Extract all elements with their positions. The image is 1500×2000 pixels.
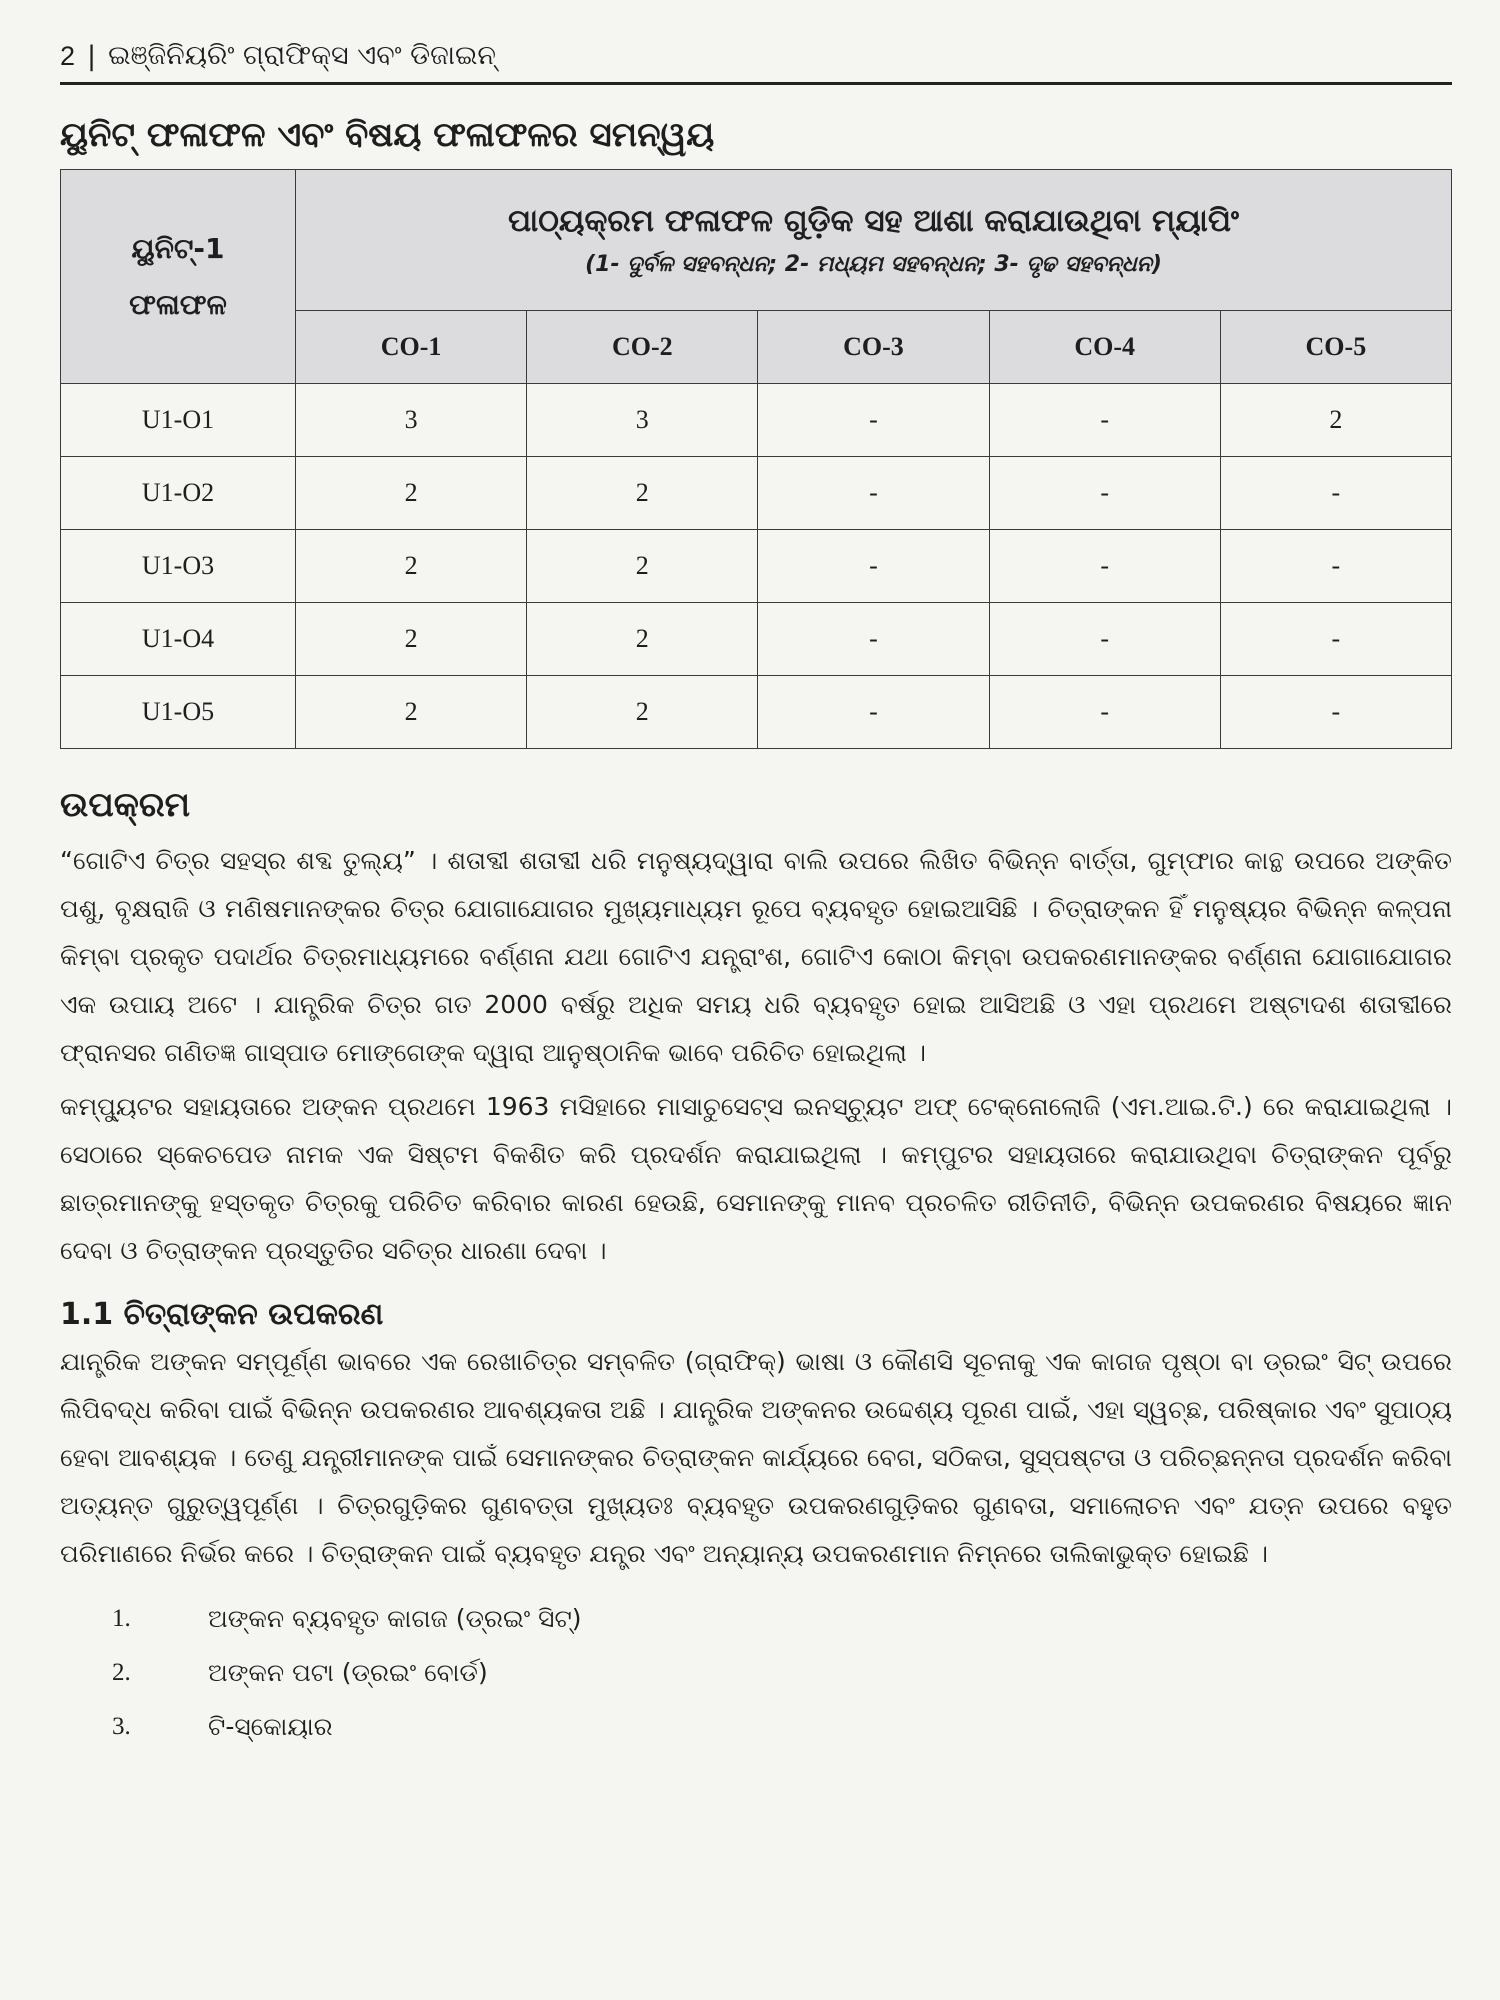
table-cell: - (1220, 530, 1451, 603)
row-label: U1-O4 (61, 603, 296, 676)
table-cell: 3 (296, 384, 527, 457)
table-row (61, 457, 1452, 530)
section-heading-1-1: 1.1 ଚିତ୍ରାଙ୍କନ ଉପକରଣ (60, 1297, 384, 1332)
list-item-number: 1. (112, 1605, 131, 1632)
page-number: 2 (60, 40, 76, 71)
unit-header-line1: ୟୁନିଟ୍-1 (131, 231, 225, 265)
list-item-number: 3. (112, 1713, 131, 1740)
table-cell: 2 (296, 676, 527, 749)
table-cell: - (758, 384, 989, 457)
table-cell: - (758, 530, 989, 603)
table-cell: 2 (527, 603, 758, 676)
mapping-header (296, 170, 1452, 311)
table-cell: 2 (527, 457, 758, 530)
table-cell: - (989, 457, 1220, 530)
row-label: U1-O1 (61, 384, 296, 457)
list-item (60, 1592, 1452, 1646)
row-label: U1-O2 (61, 457, 296, 530)
table-cell: - (989, 603, 1220, 676)
list-item-text: ଟି-ସ୍କୋୟାର (208, 1712, 333, 1741)
list-item-text: ଅଙ୍କନ ବ୍ୟବହୃତ କାଗଜ (ଡ୍ରଇଂ ସିଟ୍) (208, 1604, 582, 1633)
mapping-header-title: ପାଠ୍ୟକ୍ରମ ଫଳାଫଳ ଗୁଡ଼ିକ ସହ ଆଶା କରାଯାଉଥିବା ମ୍ୟାପିଂ (507, 203, 1240, 239)
table-cell: - (989, 384, 1220, 457)
table-cell: 3 (527, 384, 758, 457)
table-cell: 2 (296, 457, 527, 530)
column-header-co2: CO-2 (527, 311, 758, 384)
column-header-co3: CO-3 (758, 311, 989, 384)
mapping-table (60, 169, 1452, 749)
unit-header-line2: ଫଳାଫଳ (129, 287, 227, 321)
table-cell: 2 (296, 603, 527, 676)
unit-outcome-header (61, 170, 296, 384)
table-cell: - (1220, 603, 1451, 676)
table-cell: - (758, 676, 989, 749)
row-label: U1-O3 (61, 530, 296, 603)
table-cell: - (1220, 676, 1451, 749)
table-cell: - (758, 457, 989, 530)
mapping-header-legend: (1- ଦୁର୍ବଳ ସହବନ୍ଧନ; 2- ମଧ୍ୟମ ସହବନ୍ଧନ; 3- ଦୃଢ ସହବନ୍ଧନ) (585, 252, 1162, 277)
list-item (60, 1700, 1452, 1754)
intro-heading: ଉପକ୍ରମ (60, 785, 191, 825)
list-item (60, 1646, 1452, 1700)
column-header-co4: CO-4 (989, 311, 1220, 384)
running-head-separator: | (87, 40, 97, 72)
table-cell: - (989, 676, 1220, 749)
table-cell: 2 (296, 530, 527, 603)
table-cell: - (1220, 457, 1451, 530)
table-row (61, 603, 1452, 676)
table-cell: 2 (527, 676, 758, 749)
table-cell: 2 (1220, 384, 1451, 457)
intro-paragraph-2: କମ୍ପ୍ୟୁଟର ସହାୟତାରେ ଅଙ୍କନ ପ୍ରଥମେ 1963 ମସିହାରେ ମାସାଚୁସେଟ୍ସ ଇନସ୍ଚ୍ୟୁଟ ଅଫ୍ ଟେକ୍ନୋଲୋଜି (ଏମ.ଆଇ.ଟି.) ରେ କରାଯାଇଥିଲା । ସେଠାରେ ସ୍କେଚପେଡ ନାମକ ଏକ ସିଷ୍ଟମ ବିକଶିତ କରି ପ୍ରଦର୍ଶନ କରାଯାଇଥିଲା । କମ୍ପୁଟର ସହାୟତାରେ କରାଯାଉଥିବା ଚିତ୍ରାଙ୍କନ ପୂର୍ବରୁ ଛାତ୍ରମାନଙ୍କୁ ହସ୍ତକୃତ ଚିତ୍ରକୁ ପରିଚିତ କରିବାର କାରଣ ହେଉଛି, ସେମାନଙ୍କୁ ମାନବ ପ୍ରଚଳିତ ରୀତିନୀତି, ବିଭିନ୍ନ ଉପକରଣର ବିଷୟରେ ଜ୍ଞାନ ଦେବା ଓ ଚିତ୍ରାଙ୍କନ ପ୍ରସ୍ତୁତିର ସଚିତ୍ର ଧାରଣା ଦେବା । (60, 1092, 1452, 1265)
table-row (61, 676, 1452, 749)
section-paragraph: ଯାନ୍ତ୍ରିକ ଅଙ୍କନ ସମ୍ପୂର୍ଣ୍ଣ ଭାବରେ ଏକ ରେଖାଚିତ୍ର ସମ୍ବଳିତ (ଗ୍ରାଫିକ୍) ଭାଷା ଓ କୌଣସି ସୂଚନାକୁ ଏକ କାଗଜ ପୃଷ୍ଠା ବା ଡ୍ରଇଂ ସିଟ୍ ଉପରେ ଲିପିବଦ୍ଧ କରିବା ପାଇଁ ବିଭିନ୍ନ ଉପକରଣର ଆବଶ୍ୟକତା ଅଛି । ଯାନ୍ତ୍ରିକ ଅଙ୍କନର ଉଦ୍ଦେଶ୍ୟ ପୂରଣ ପାଇଁ, ଏହା ସ୍ୱଚ୍ଛ, ପରିଷ୍କାର ଏବଂ ସୁପାଠ୍ୟ ହେବା ଆବଶ୍ୟକ । ତେଣୁ ଯନ୍ତ୍ରୀମାନଙ୍କ ପାଇଁ ସେମାନଙ୍କର ଚିତ୍ରାଙ୍କନ କାର୍ଯ୍ୟରେ ବେଗ, ସଠିକତା, ସୁସ୍ପଷ୍ଟତା ଓ ପରିଚ୍ଛନ୍ନତା ପ୍ରଦର୍ଶନ କରିବା ଅତ୍ୟନ୍ତ ଗୁରୁତ୍ୱପୂର୍ଣ୍ଣ । ଚିତ୍ରଗୁଡ଼ିକର ଗୁଣବତ୍ତା ମୁଖ୍ୟତଃ ବ୍ୟବହୃତ ଉପକରଣଗୁଡ଼ିକର ଗୁଣବତା, ସମାଲୋଚନ ଏବଂ ଯତ୍ନ ଉପରେ ବହୁତ ପରିମାଣରେ ନିର୍ଭର କରେ । ଚିତ୍ରାଙ୍କନ ପାଇଁ ବ୍ୟବହୃତ ଯନ୍ତ୍ର ଏବଂ ଅନ୍ୟାନ୍ୟ ଉପକରଣମାନ ନିମ୍ନରେ ତାଲିକାଭୁକ୍ତ ହୋଇଛି । (60, 1347, 1452, 1568)
column-header-co1: CO-1 (296, 311, 527, 384)
table-cell: 2 (527, 530, 758, 603)
instrument-list (60, 1592, 1452, 1754)
table-row (61, 530, 1452, 603)
column-header-co5: CO-5 (1220, 311, 1451, 384)
page (60, 40, 1452, 1754)
row-label: U1-O5 (61, 676, 296, 749)
running-head (60, 40, 1452, 85)
table-row (61, 384, 1452, 457)
table-cell: - (989, 530, 1220, 603)
table-cell: - (758, 603, 989, 676)
list-item-number: 2. (112, 1659, 131, 1686)
intro-paragraph-1: “ଗୋଟିଏ ଚିତ୍ର ସହସ୍ର ଶବ୍ଦ ତୁଲ୍ୟ” । ଶତାବ୍ଦୀ ଶତାବ୍ଦୀ ଧରି ମନୁଷ୍ୟଦ୍ୱାରା ବାଲି ଉପରେ ଲିଖିତ ବିଭିନ୍ନ ବାର୍ତ୍ତା, ଗୁମ୍ଫାର କାନ୍ଥ ଉପରେ ଅଙ୍କିତ ପଶୁ, ବୃକ୍ଷରାଜି ଓ ମଣିଷମାନଙ୍କର ଚିତ୍ର ଯୋଗାଯୋଗର ମୁଖ୍ୟମାଧ୍ୟମ ରୂପେ ବ୍ୟବହୃତ ହୋଇଆସିଛି । ଚିତ୍ରାଙ୍କନ ହିଁ ମନୁଷ୍ୟର ବିଭିନ୍ନ କଳ୍ପନା କିମ୍ବା ପ୍ରକୃତ ପଦାର୍ଥର ଚିତ୍ରମାଧ୍ୟମରେ ବର୍ଣ୍ଣନା ଯଥା ଗୋଟିଏ ଯନ୍ତ୍ରାଂଶ, ଗୋଟିଏ କୋଠା କିମ୍ବା ଉପକରଣମାନଙ୍କର ବର୍ଣ୍ଣନା ଯୋଗାଯୋଗର ଏକ ଉପାୟ ଅଟେ । ଯାନ୍ତ୍ରିକ ଚିତ୍ର ଗତ 2000 ବର୍ଷରୁ ଅଧିକ ସମୟ ଧରି ବ୍ୟବହୃତ ହୋଇ ଆସିଅଛି ଓ ଏହା ପ୍ରଥମେ ଅଷ୍ଟାଦଶ ଶତାବ୍ଦୀରେ ଫ୍ରାନସର ଗଣିତଜ୍ଞ ଗାସ୍ପାଡ ମୋଙ୍ଗେଙ୍କ ଦ୍ୱାରା ଆନୁଷ୍ଠାନିକ ଭାବେ ପରିଚିତ ହୋଇଥିଲା । (60, 846, 1452, 1067)
book-title: ଇଞ୍ଜିନିୟରିଂ ଗ୍ରାଫିକ୍ସ ଏବଂ ଡିଜାଇନ୍ (108, 40, 497, 71)
list-item-text: ଅଙ୍କନ ପଟା (ଡ୍ରଇଂ ବୋର୍ଡ) (208, 1658, 488, 1687)
mapping-title: ୟୁନିଟ୍ ଫଳାଫଳ ଏବଂ ବିଷୟ ଫଳାଫଳର ସମନ୍ୱୟ (60, 115, 715, 155)
